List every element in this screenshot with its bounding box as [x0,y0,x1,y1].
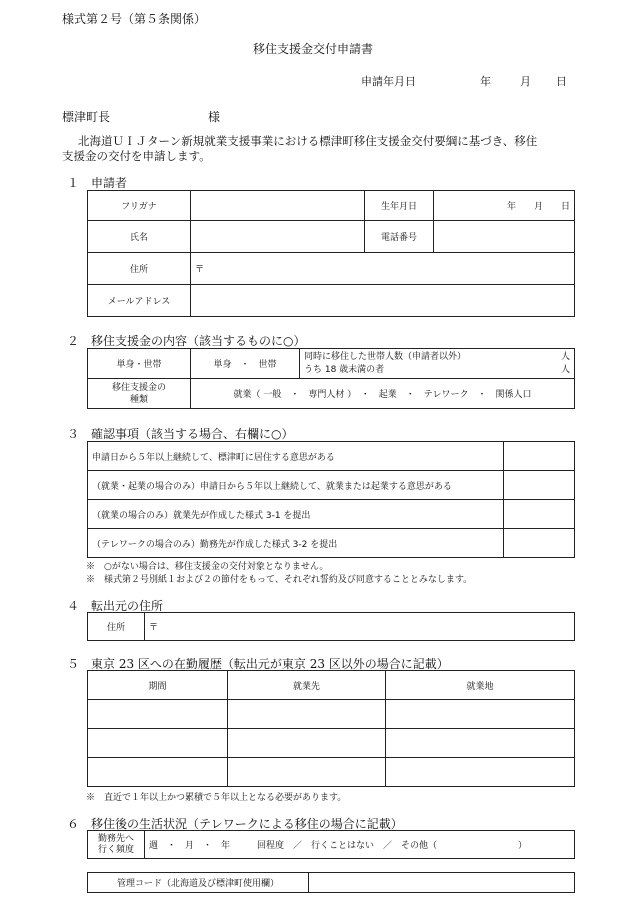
email-field[interactable] [191,285,575,317]
history-employer-1[interactable] [228,700,386,729]
confirm-item-1: 申請日から５年以上継続して、標津町に居住する意思がある [88,442,504,471]
origin-address-field[interactable] [145,613,575,641]
confirm-item-4: （テレワークの場合のみ）勤務先が作成した様式 3-2 を提出 [88,529,504,558]
frequency-options[interactable]: 週 ・ 月 ・ 年 回程度 ／ 行くことはない ／ その他（ ） [145,831,575,859]
admin-code-table [87,872,575,893]
subsidy-type-options[interactable]: 就業（ 一般 ・ 専門人材 ） ・ 起業 ・ テレワーク ・ 関係人口 [191,379,575,409]
apply-month-label: 月 [520,75,531,88]
col-period: 期間 [88,671,228,700]
furigana-label: フリガナ [88,191,191,221]
life-status-table [87,830,575,859]
confirm-check-2[interactable] [504,471,575,500]
page-title: 移住支援金交付申請書 [253,42,374,56]
confirm-check-1[interactable] [504,442,575,471]
history-period-2[interactable] [88,729,228,758]
apply-year-label: 年 [480,75,491,88]
under18-label: うち 18 歳未満の者 [304,364,385,375]
confirm-item-2: （就業・起業の場合のみ）申請日から５年以上継続して、就業または起業する意思がある [88,471,504,500]
intro-line-2: 支援金の交付を申請します。 [62,149,211,163]
admin-code-field [309,873,575,893]
subsidy-type-label: 移住支援金の 種類 [88,379,191,409]
form-number: 様式第２号（第５条関係） [62,12,207,26]
history-period-1[interactable] [88,700,228,729]
address-field[interactable] [191,253,575,285]
members-label: 同時に移住した世帯人数（申請者以外） [304,351,467,362]
section-5-heading: ５ 東京 23 区への在勤履歴（転出元が東京 23 区以外の場合に記載） [67,657,449,671]
history-workplace-2[interactable] [386,729,575,758]
col-employer: 就業先 [228,671,386,700]
frequency-label: 勤務先へ 行く頻度 [88,831,145,859]
section-2-heading: ２ 移住支援金の内容（該当するものに○） [67,334,306,348]
birthdate-label: 生年月日 [365,191,434,221]
history-employer-2[interactable] [228,729,386,758]
address-label: 住所 [88,253,191,285]
apply-date-label: 申請年月日 [361,75,416,88]
addressee-honorific: 様 [208,110,221,124]
history-workplace-3[interactable] [386,758,575,787]
postal-mark: 〒 [195,265,205,275]
email-label: メールアドレス [88,285,191,317]
household-members[interactable] [300,349,575,379]
members-unit: 人 [560,351,570,362]
apply-day-label: 日 [556,75,567,88]
section-4-heading: ４ 転出元の住所 [67,599,164,613]
applicant-table [87,190,575,317]
confirm-note-2: ※ 様式第２号別紙１および２の節付をもって、それぞれ誓約及び同意することとみなします。 [86,575,473,585]
confirm-note-1: ※ ○がない場合は、移住支援金の交付対象となりません。 [86,562,329,572]
household-label: 単身・世帯 [88,349,191,379]
confirmation-table [87,441,575,558]
name-field[interactable] [191,221,365,253]
work-history-table [87,670,575,787]
section-3-heading: ３ 確認事項（該当する場合、右欄に○） [67,427,294,441]
col-workplace: 就業地 [386,671,575,700]
name-label: 氏名 [88,221,191,253]
section-1-heading: １ 申請者 [67,176,128,190]
subsidy-content-table [87,348,575,409]
confirm-item-3: （就業の場合のみ）就業先が作成した様式 3-1 を提出 [88,500,504,529]
birthdate-field[interactable]: 年 月 日 [434,191,575,221]
work-history-note: ※ 直近で１年以上かつ累積で５年以上となる必要があります。 [86,793,347,803]
confirm-check-4[interactable] [504,529,575,558]
household-choice[interactable]: 単身 ・ 世帯 [191,349,300,379]
section-6-heading: ６ 移住後の生活状況（テレワークによる移住の場合に記載） [67,817,403,831]
phone-field[interactable] [434,221,575,253]
intro-line-1: 北海道ＵＩＪターン新規就業支援事業における標津町移住支援金交付要綱に基づき、移住 [78,134,538,148]
under18-unit: 人 [560,364,570,375]
history-period-3[interactable] [88,758,228,787]
origin-address-table [87,612,575,641]
admin-code-label: 管理コード（北海道及び標津町使用欄） [88,873,309,893]
furigana-field[interactable] [191,191,365,221]
history-workplace-1[interactable] [386,700,575,729]
history-employer-3[interactable] [228,758,386,787]
origin-postal-mark: 〒 [149,623,159,633]
confirm-check-3[interactable] [504,500,575,529]
addressee-name: 標津町長 [62,110,111,124]
origin-address-label: 住所 [88,613,145,641]
phone-label: 電話番号 [365,221,434,253]
